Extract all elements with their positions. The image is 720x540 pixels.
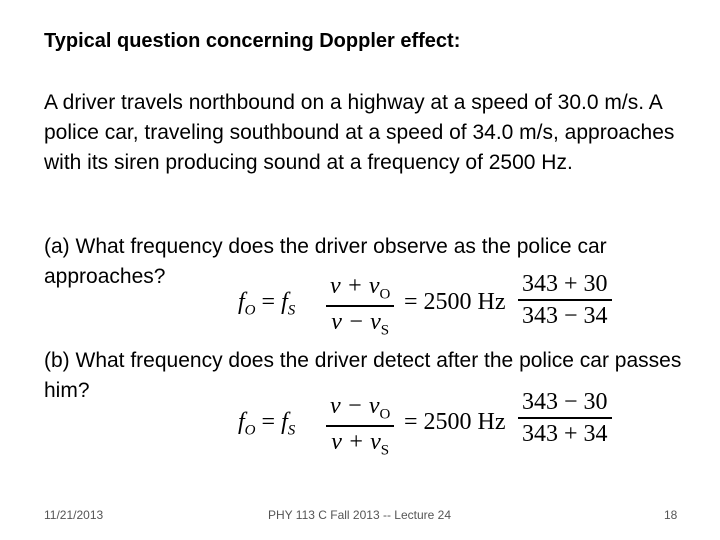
formula-b-numeric-fraction [518,390,612,446]
question-b: (b) What frequency does the driver detect after the police car passes him? [44,349,682,402]
formula-a-lhs: $f_O = f_S$ [238,289,296,319]
formula-b-value: = 2500 Hz [404,409,506,435]
problem-statement: A driver travels northbound on a highway at a speed of 30.0 m/s. A police car, traveling southbound at a speed of 34.0 m/s, approaches with its siren producing sound at a frequency of 2500 Hz. [44,91,675,174]
formula-a-symbolic-fraction [326,274,394,339]
formula-a-sym-numerator: $v + v_O$ [330,273,391,303]
formula-b-symbolic-fraction [326,394,394,459]
formula-b-sym-numerator: $v - v_O$ [330,393,391,423]
footer-course: PHY 113 C Fall 2013 -- Lecture 24 [268,508,451,522]
slide-title: Typical question concerning Doppler effect: [44,30,461,52]
formula-a-numeric-fraction [518,272,612,328]
formula-b-num-numerator: 343 − 30 [522,389,608,415]
footer-page-number: 18 [664,508,678,522]
formula-a-sym-denominator: $v - v_S$ [331,309,390,339]
footer-date: 11/21/2013 [44,508,104,522]
formula-a-value: = 2500 Hz [404,289,506,315]
formula-b-sym-denominator: $v + v_S$ [331,429,390,459]
formula-a-num-denominator: 343 − 34 [522,303,608,329]
formula-b-num-denominator: 343 + 34 [522,421,608,447]
formula-b-lhs: $f_O = f_S$ [238,409,296,439]
formula-a-num-numerator: 343 + 30 [522,271,608,297]
question-a: (a) What frequency does the driver observe as the police car approaches? [44,235,607,288]
